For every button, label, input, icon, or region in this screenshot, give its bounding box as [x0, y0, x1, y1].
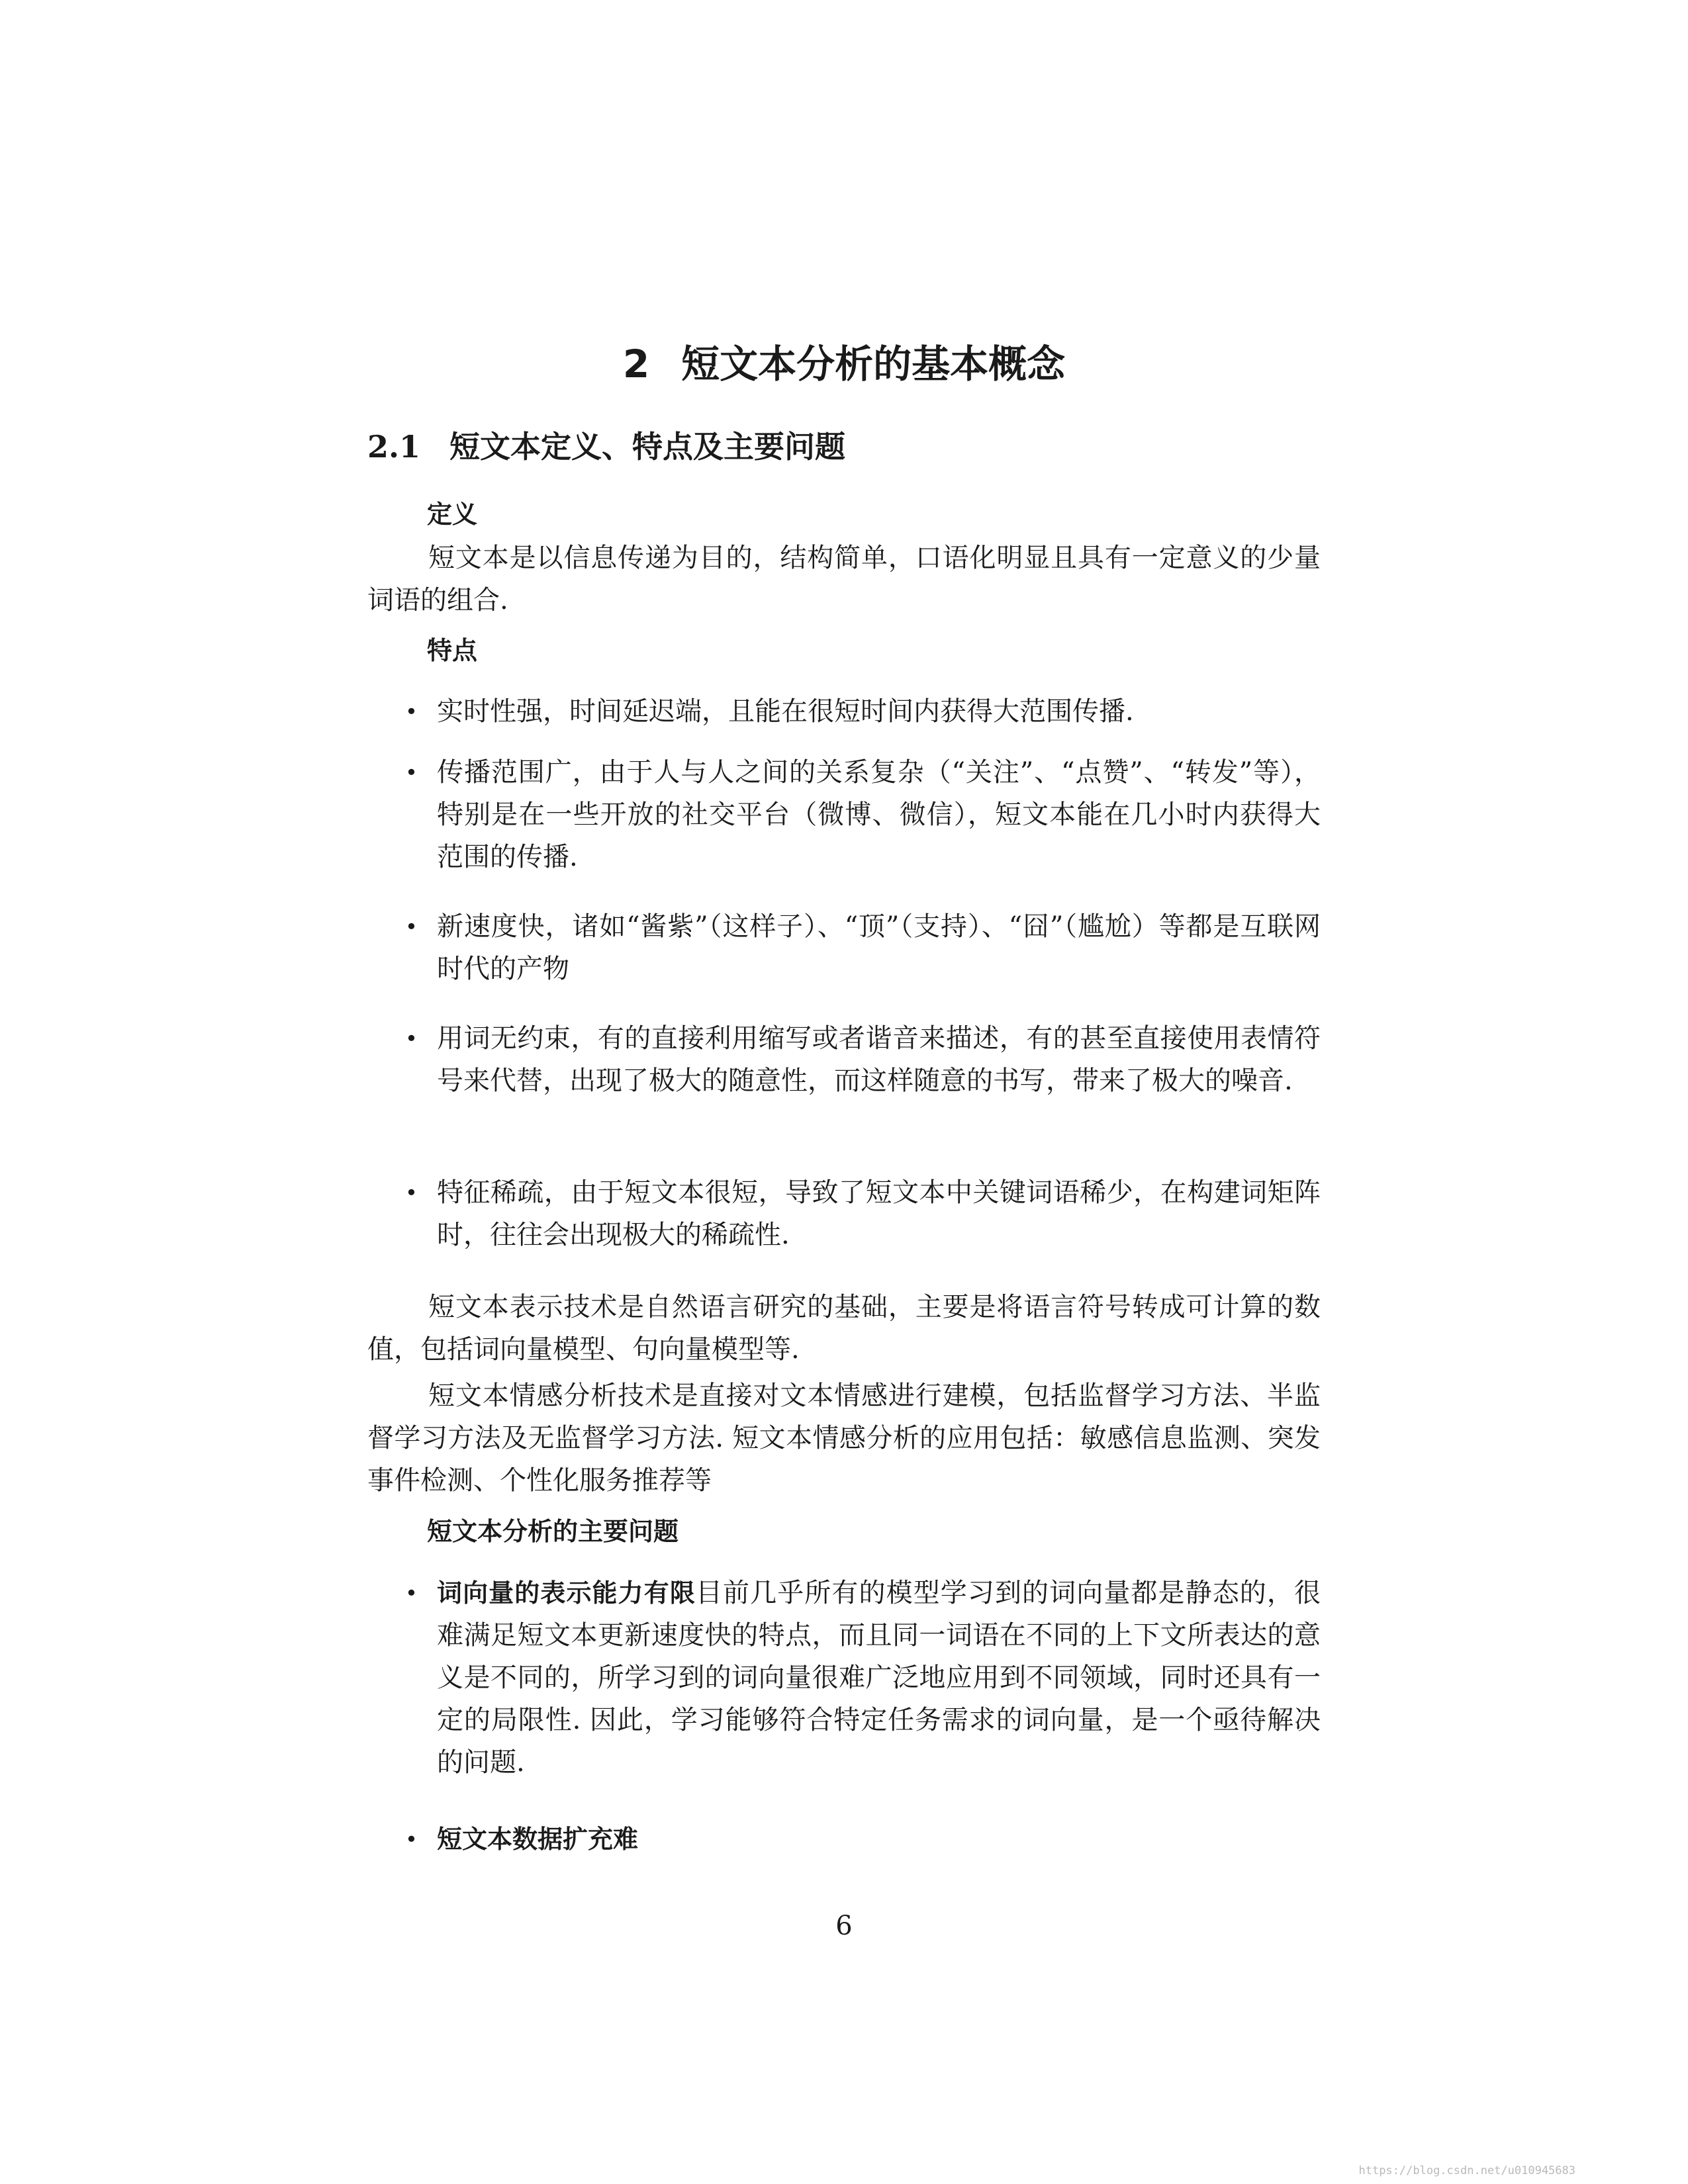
section-number: 2.1	[367, 429, 421, 465]
feature-item	[405, 1017, 1321, 1102]
bullet-icon: •	[405, 1827, 418, 1852]
bullet-icon: •	[405, 1026, 418, 1051]
chapter-title: 短文本分析的基本概念	[681, 341, 1066, 387]
page-number: 6	[835, 1911, 853, 1941]
definition-label: 定义	[427, 500, 478, 529]
bullet-icon: •	[405, 699, 418, 724]
problem-item	[405, 1572, 1321, 1784]
feature-item-text: 传播范围广，由于人与人之间的关系复杂（“关注”、“点赞”、“转发”等），特别是在一些开放的社交平台（微博、微信），短文本能在几小时内获得大范围的传播.	[437, 757, 1321, 872]
features-label: 特点	[427, 636, 478, 665]
feature-item	[405, 690, 1321, 733]
bullet-icon: •	[405, 1180, 418, 1205]
feature-item-text: 用词无约束，有的直接利用缩写或者谐音来描述，有的甚至直接使用表情符号来代替，出现了极大的随意性，而这样随意的书写，带来了极大的噪音.	[437, 1023, 1321, 1096]
section-title: 短文本定义、特点及主要问题	[449, 429, 846, 465]
body-paragraph: 短文本情感分析技术是直接对文本情感进行建模，包括监督学习方法、半监督学习方法及无监督学习方法. 短文本情感分析的应用包括：敏感信息监测、突发事件检测、个性化服务推荐等	[367, 1381, 1321, 1496]
section-heading	[367, 420, 845, 473]
problems-label: 短文本分析的主要问题	[427, 1517, 679, 1546]
body-paragraph: 短文本表示技术是自然语言研究的基础，主要是将语言符号转成可计算的数值，包括词向量模型、句向量模型等.	[367, 1292, 1321, 1365]
bullet-icon: •	[405, 760, 418, 785]
feature-item	[405, 751, 1321, 878]
chapter-number: 2	[622, 341, 650, 387]
feature-item	[405, 905, 1321, 990]
problem-item-text: 目前几乎所有的模型学习到的词向量都是静态的，很难满足短文本更新速度快的特点，而且同一词语在不同的上下文所表达的意义是不同的，所学习到的词向量很难广泛地应用到不同领域，同时还具有一定的局限性. 因此，学习能够符合特定任务需求的词向量，是一个亟待解决的问题.	[437, 1578, 1321, 1778]
bullet-icon: •	[405, 1580, 418, 1606]
definition-paragraph: 短文本是以信息传递为目的，结构简单，口语化明显且具有一定意义的少量词语的组合.	[367, 543, 1321, 615]
problem-item	[405, 1818, 1321, 1860]
feature-item	[405, 1171, 1321, 1256]
bullet-icon: •	[405, 914, 418, 939]
feature-item-text: 特征稀疏，由于短文本很短，导致了短文本中关键词语稀少，在构建词矩阵时，往往会出现极大的稀疏性.	[437, 1177, 1321, 1250]
watermark-url: https://blog.csdn.net/u010945683	[1358, 2164, 1575, 2177]
problem-item-lead: 词向量的表示能力有限	[437, 1578, 696, 1608]
chapter-heading	[0, 334, 1688, 394]
feature-item-text: 新速度快，诸如“酱紫”（这样子）、“顶”（支持）、“囧”（尴尬）等都是互联网时代的产物	[437, 911, 1321, 984]
feature-item-text: 实时性强，时间延迟端，且能在很短时间内获得大范围传播.	[437, 696, 1134, 727]
problem-item-lead: 短文本数据扩充难	[437, 1825, 639, 1854]
